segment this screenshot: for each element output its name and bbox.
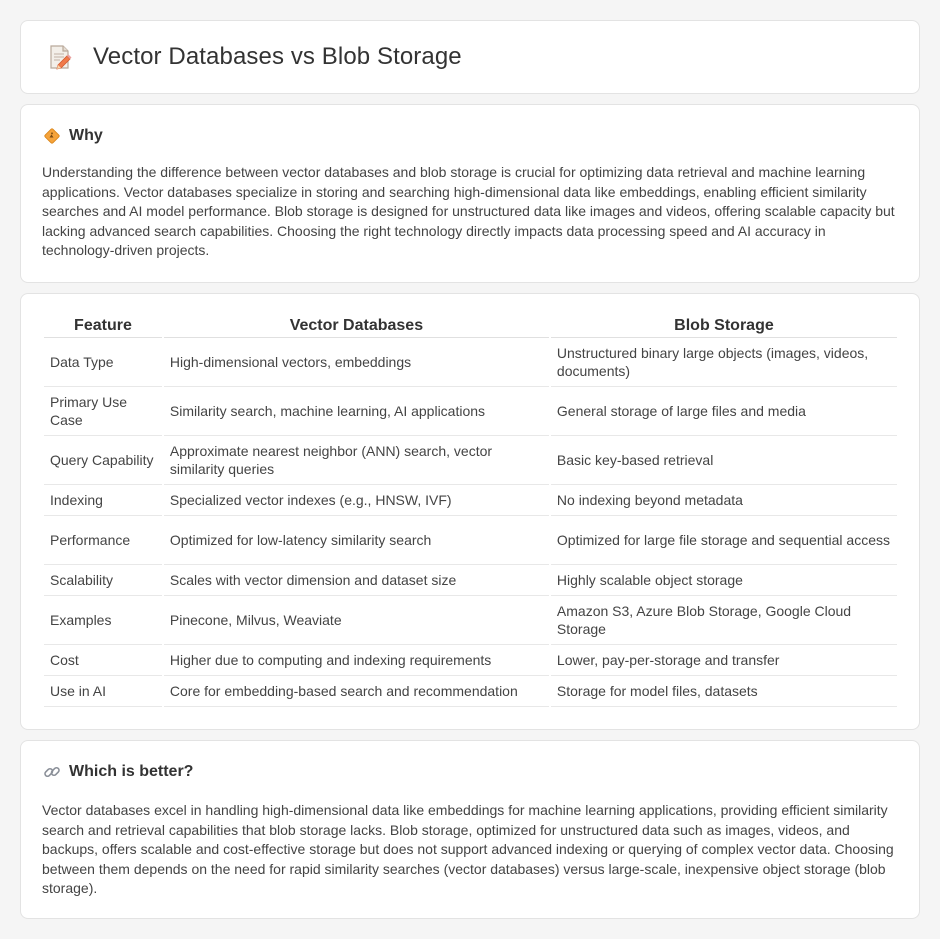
blob-cell: Unstructured binary large objects (images, videos, documents) xyxy=(551,338,897,387)
blob-cell: Amazon S3, Azure Blob Storage, Google Cloud Storage xyxy=(551,596,897,645)
header-vector-databases: Vector Databases xyxy=(164,314,549,338)
table-row xyxy=(44,485,897,516)
feature-cell: Performance xyxy=(44,516,162,565)
comparison-table xyxy=(42,314,899,707)
header-card xyxy=(20,20,920,94)
document-pencil-icon xyxy=(47,43,73,71)
feature-cell: Use in AI xyxy=(44,676,162,707)
why-title: Why xyxy=(69,127,103,144)
vector-cell: Specialized vector indexes (e.g., HNSW, IVF) xyxy=(164,485,549,516)
blob-cell: Optimized for large file storage and sequential access xyxy=(551,516,897,565)
blob-cell: Highly scalable object storage xyxy=(551,565,897,596)
better-body: Vector databases excel in handling high-dimensional data like embeddings for machine learning applications, providing efficient similarity search and retrieval capabilities that blob storage lacks. Blob storage, optimized for unstructured data such as images, videos, and backups, offers scalable and cost-effective storage but does not support advanced indexing or querying of complex vector data. Choosing between them depends on the need for rapid similarity searches (vector databases) versus large-scale, inexpensive object storage (blob storage). xyxy=(42,802,894,897)
better-title: Which is better? xyxy=(69,763,194,780)
vector-cell: Approximate nearest neighbor (ANN) search, vector similarity queries xyxy=(164,436,549,485)
vector-cell: Pinecone, Milvus, Weaviate xyxy=(164,596,549,645)
why-body: Understanding the difference between vector databases and blob storage is crucial for optimizing data retrieval and machine learning applications. Vector databases specialize in storing and searching high-dimensional data like embeddings, enabling efficient similarity searches and AI model performance. Blob storage is designed for unstructured data like images and videos, offering scalable capacity but lacking advanced search capabilities. Choosing the right technology directly impacts data processing speed and AI accuracy in technology-driven projects. xyxy=(42,164,895,259)
table-row xyxy=(44,565,897,596)
vector-cell: Scales with vector dimension and dataset size xyxy=(164,565,549,596)
table-row xyxy=(44,516,897,565)
vector-cell: High-dimensional vectors, embeddings xyxy=(164,338,549,387)
table-row xyxy=(44,338,897,387)
better-heading xyxy=(43,763,193,781)
blob-cell: Lower, pay-per-storage and transfer xyxy=(551,645,897,676)
feature-cell: Cost xyxy=(44,645,162,676)
vector-cell: Higher due to computing and indexing requirements xyxy=(164,645,549,676)
why-section xyxy=(20,104,920,283)
blob-cell: Basic key-based retrieval xyxy=(551,436,897,485)
feature-cell: Data Type xyxy=(44,338,162,387)
table-row xyxy=(44,436,897,485)
feature-cell: Scalability xyxy=(44,565,162,596)
table-header-row xyxy=(44,314,897,338)
diamond-sign-icon xyxy=(43,127,61,145)
header-feature: Feature xyxy=(44,314,162,338)
page-title: Vector Databases vs Blob Storage xyxy=(93,43,462,70)
title-row xyxy=(47,43,462,71)
link-icon xyxy=(43,763,61,781)
blob-cell: No indexing beyond metadata xyxy=(551,485,897,516)
why-heading xyxy=(43,127,103,145)
blob-cell: General storage of large files and media xyxy=(551,387,897,436)
table-row xyxy=(44,676,897,707)
table-row xyxy=(44,596,897,645)
table-row xyxy=(44,387,897,436)
feature-cell: Indexing xyxy=(44,485,162,516)
comparison-table-card xyxy=(20,293,920,730)
vector-cell: Core for embedding-based search and recommendation xyxy=(164,676,549,707)
which-is-better-section xyxy=(20,740,920,919)
vector-cell: Similarity search, machine learning, AI applications xyxy=(164,387,549,436)
feature-cell: Query Capability xyxy=(44,436,162,485)
vector-cell: Optimized for low-latency similarity search xyxy=(164,516,549,565)
feature-cell: Examples xyxy=(44,596,162,645)
blob-cell: Storage for model files, datasets xyxy=(551,676,897,707)
header-blob-storage: Blob Storage xyxy=(551,314,897,338)
table-row xyxy=(44,645,897,676)
feature-cell: Primary Use Case xyxy=(44,387,162,436)
